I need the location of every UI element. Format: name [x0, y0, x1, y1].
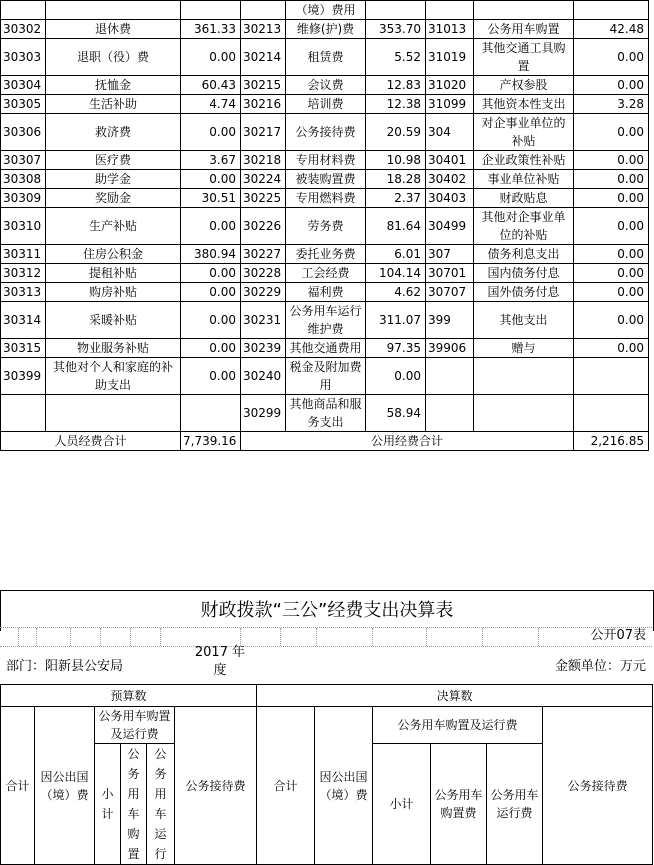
code-cell: 30240 — [241, 358, 286, 395]
item-name-cell: 专用燃料费 — [286, 189, 366, 208]
code-cell: 30228 — [241, 264, 286, 283]
table-row — [1, 339, 649, 358]
amount-cell: 361.33 — [181, 20, 241, 39]
code-cell: 31019 — [426, 39, 474, 76]
table-row — [1, 189, 649, 208]
code-cell: 31020 — [426, 76, 474, 95]
amount-cell: 0.00 — [574, 151, 649, 170]
code-cell: 30239 — [241, 339, 286, 358]
table-row — [1, 208, 649, 245]
code-cell: 30231 — [241, 302, 286, 339]
item-name-cell: 劳务费 — [286, 208, 366, 245]
amount-cell: 0.00 — [574, 283, 649, 302]
code-cell: 30309 — [1, 189, 46, 208]
table-row — [1, 1, 649, 20]
public-total-label: 公用经费合计 — [241, 432, 574, 451]
amount-cell: 0.00 — [574, 189, 649, 208]
amount-cell: 0.00 — [181, 39, 241, 76]
item-name-cell: 购房补贴 — [46, 283, 181, 302]
amount-cell: 0.00 — [574, 208, 649, 245]
code-cell: 30311 — [1, 245, 46, 264]
actual-reception-header: 公务接待费 — [543, 707, 653, 865]
item-name-cell: 福利费 — [286, 283, 366, 302]
code-cell: 30215 — [241, 76, 286, 95]
item-name-cell: 赠与 — [474, 339, 574, 358]
item-name-cell: 对企事业单位的补贴 — [474, 114, 574, 151]
budget-header: 预算数 — [1, 685, 257, 707]
amount-cell: 5.52 — [366, 39, 426, 76]
item-name-cell: 退职（役）费 — [46, 39, 181, 76]
budget-reception-header: 公务接待费 — [175, 707, 257, 865]
item-name-cell: 公务接待费 — [286, 114, 366, 151]
code-cell: 30229 — [241, 283, 286, 302]
amount-cell: 311.07 — [366, 302, 426, 339]
personnel-total-label: 人员经费合计 — [1, 432, 181, 451]
code-cell — [426, 358, 474, 395]
code-cell: 30213 — [241, 20, 286, 39]
code-cell: 30226 — [241, 208, 286, 245]
amount-cell: 0.00 — [574, 114, 649, 151]
amount-cell: 0.00 — [574, 76, 649, 95]
code-cell: 30707 — [426, 283, 474, 302]
amount-cell — [181, 395, 241, 432]
item-name-cell: 工会经费 — [286, 264, 366, 283]
amount-cell: 58.94 — [366, 395, 426, 432]
item-name-cell: 退休费 — [46, 20, 181, 39]
amount-cell: 0.00 — [181, 264, 241, 283]
code-cell: 30402 — [426, 170, 474, 189]
actual-subtotal-header: 小计 — [373, 744, 431, 865]
amount-cell: 3.67 — [181, 151, 241, 170]
amount-cell: 0.00 — [181, 339, 241, 358]
personnel-total-value: 7,739.16 — [181, 432, 241, 451]
item-name-cell: 债务利息支出 — [474, 245, 574, 264]
table-row — [1, 76, 649, 95]
code-cell: 30214 — [241, 39, 286, 76]
totals-row — [1, 432, 649, 451]
code-cell: 304 — [426, 114, 474, 151]
item-name-cell: 国外债务付息 — [474, 283, 574, 302]
amount-cell: 4.62 — [366, 283, 426, 302]
amount-cell: 0.00 — [574, 264, 649, 283]
item-name-cell: 医疗费 — [46, 151, 181, 170]
code-cell: 31013 — [426, 20, 474, 39]
table-row — [1, 95, 649, 114]
code-cell: 30303 — [1, 39, 46, 76]
amount-cell: 0.00 — [574, 39, 649, 76]
code-cell — [1, 395, 46, 432]
code-cell: 30227 — [241, 245, 286, 264]
amount-cell: 0.00 — [181, 302, 241, 339]
item-name-cell: 被装购置费 — [286, 170, 366, 189]
code-cell: 30313 — [1, 283, 46, 302]
actual-car-group-header: 公务用车购置及运行费 — [373, 707, 543, 744]
actual-header: 决算数 — [257, 685, 653, 707]
budget-car-purchase-header: 公务用车购置 — [121, 744, 147, 865]
item-name-cell: 物业服务补贴 — [46, 339, 181, 358]
item-name-cell: 住房公积金 — [46, 245, 181, 264]
code-cell: 30310 — [1, 208, 46, 245]
amount-cell: 0.00 — [574, 170, 649, 189]
table-row — [1, 395, 649, 432]
code-cell: 39906 — [426, 339, 474, 358]
item-name-cell: 提租补贴 — [46, 264, 181, 283]
budget-car-group-header: 公务用车购置及运行费 — [95, 707, 175, 744]
table-row — [1, 170, 649, 189]
amount-cell: 0.00 — [181, 170, 241, 189]
budget-subtotal-header: 小计 — [95, 744, 121, 865]
item-name-cell: 国内债务付息 — [474, 264, 574, 283]
amount-cell — [574, 395, 649, 432]
amount-cell: 353.70 — [366, 20, 426, 39]
actual-abroad-header: 因公出国（境）费 — [315, 707, 373, 865]
code-cell — [426, 395, 474, 432]
form-number: 公开07表 — [590, 628, 646, 643]
amount-cell: 42.48 — [574, 20, 649, 39]
item-name-cell: 其他支出 — [474, 302, 574, 339]
item-name-cell: 其他交通费用 — [286, 339, 366, 358]
code-cell: 30307 — [1, 151, 46, 170]
code-cell: 399 — [426, 302, 474, 339]
table-row — [1, 39, 649, 76]
amount-cell: 60.43 — [181, 76, 241, 95]
table-row — [1, 302, 649, 339]
code-cell: 30225 — [241, 189, 286, 208]
code-cell: 307 — [426, 245, 474, 264]
code-cell: 30399 — [1, 358, 46, 395]
item-name-cell: 其他对企事业单位的补贴 — [474, 208, 574, 245]
code-cell: 30306 — [1, 114, 46, 151]
code-cell: 30304 — [1, 76, 46, 95]
amount-cell: 3.28 — [574, 95, 649, 114]
actual-total-header: 合计 — [257, 707, 315, 865]
amount-cell — [574, 358, 649, 395]
item-name-cell: 财政贴息 — [474, 189, 574, 208]
item-name-cell: 委托业务费 — [286, 245, 366, 264]
amount-cell: 20.59 — [366, 114, 426, 151]
item-name-cell — [474, 358, 574, 395]
budget-abroad-header: 因公出国（境）费 — [35, 707, 95, 865]
three-public-expense-table — [0, 684, 653, 865]
header-fragment: （境）费用 — [286, 1, 366, 20]
amount-cell: 0.00 — [181, 208, 241, 245]
item-name-cell: 抚恤金 — [46, 76, 181, 95]
table-row — [1, 245, 649, 264]
code-cell: 30218 — [241, 151, 286, 170]
item-name-cell: 其他交通工具购置 — [474, 39, 574, 76]
amount-cell: 6.01 — [366, 245, 426, 264]
table-row — [1, 114, 649, 151]
amount-cell: 0.00 — [181, 114, 241, 151]
item-name-cell: 生产补贴 — [46, 208, 181, 245]
table-row — [1, 20, 649, 39]
item-name-cell: 其他资本性支出 — [474, 95, 574, 114]
amount-cell: 4.74 — [181, 95, 241, 114]
amount-cell: 30.51 — [181, 189, 241, 208]
amount-cell: 81.64 — [366, 208, 426, 245]
item-name-cell: 奖励金 — [46, 189, 181, 208]
item-name-cell: 公务用车购置 — [474, 20, 574, 39]
grid-strip — [0, 627, 652, 647]
amount-cell: 0.00 — [574, 302, 649, 339]
code-cell: 30315 — [1, 339, 46, 358]
code-cell: 30302 — [1, 20, 46, 39]
item-name-cell — [474, 395, 574, 432]
table-row — [1, 264, 649, 283]
code-cell: 30403 — [426, 189, 474, 208]
item-name-cell: 生活补助 — [46, 95, 181, 114]
amount-cell: 380.94 — [181, 245, 241, 264]
item-name-cell: 事业单位补贴 — [474, 170, 574, 189]
amount-cell: 97.35 — [366, 339, 426, 358]
item-name-cell: 其他对个人和家庭的补助支出 — [46, 358, 181, 395]
amount-cell: 0.00 — [574, 245, 649, 264]
code-cell: 30224 — [241, 170, 286, 189]
item-name-cell: 救济费 — [46, 114, 181, 151]
form-title: 财政拨款“三公”经费支出决算表 — [0, 590, 654, 631]
item-name-cell: 税金及附加费用 — [286, 358, 366, 395]
amount-cell: 0.00 — [181, 283, 241, 302]
code-cell: 30217 — [241, 114, 286, 151]
item-name-cell: 会议费 — [286, 76, 366, 95]
item-name-cell: 产权参股 — [474, 76, 574, 95]
code-cell: 30216 — [241, 95, 286, 114]
code-cell: 30312 — [1, 264, 46, 283]
amount-cell: 12.83 — [366, 76, 426, 95]
item-name-cell: 专用材料费 — [286, 151, 366, 170]
code-cell: 30299 — [241, 395, 286, 432]
department-label: 部门：阳新县公安局 — [6, 659, 124, 674]
code-cell: 30499 — [426, 208, 474, 245]
item-name-cell: 企业政策性补贴 — [474, 151, 574, 170]
actual-car-purchase-header: 公务用车购置费 — [431, 744, 487, 865]
budget-total-header: 合计 — [1, 707, 35, 865]
actual-car-operation-header: 公务用车运行费 — [487, 744, 543, 865]
item-name-cell: 维修(护)费 — [286, 20, 366, 39]
item-name-cell: 其他商品和服务支出 — [286, 395, 366, 432]
public-total-value: 2,216.85 — [574, 432, 649, 451]
code-cell: 30305 — [1, 95, 46, 114]
table-row — [1, 358, 649, 395]
item-name-cell — [46, 395, 181, 432]
table-row — [1, 283, 649, 302]
code-cell: 30314 — [1, 302, 46, 339]
amount-cell: 10.98 — [366, 151, 426, 170]
unit-label: 金额单位：万元 — [554, 659, 646, 674]
item-name-cell: 租赁费 — [286, 39, 366, 76]
year-label: 2017 年度 — [194, 645, 246, 678]
amount-cell: 12.38 — [366, 95, 426, 114]
code-cell: 30401 — [426, 151, 474, 170]
code-cell: 30308 — [1, 170, 46, 189]
amount-cell: 0.00 — [366, 358, 426, 395]
item-name-cell: 助学金 — [46, 170, 181, 189]
item-name-cell: 培训费 — [286, 95, 366, 114]
amount-cell: 0.00 — [181, 358, 241, 395]
amount-cell: 18.28 — [366, 170, 426, 189]
budget-car-operation-header: 公务用车运行 — [147, 744, 175, 865]
amount-cell: 2.37 — [366, 189, 426, 208]
amount-cell: 0.00 — [574, 339, 649, 358]
code-cell: 30701 — [426, 264, 474, 283]
code-cell: 31099 — [426, 95, 474, 114]
item-name-cell: 采暖补贴 — [46, 302, 181, 339]
table-row — [1, 151, 649, 170]
item-name-cell: 公务用车运行维护费 — [286, 302, 366, 339]
amount-cell: 104.14 — [366, 264, 426, 283]
